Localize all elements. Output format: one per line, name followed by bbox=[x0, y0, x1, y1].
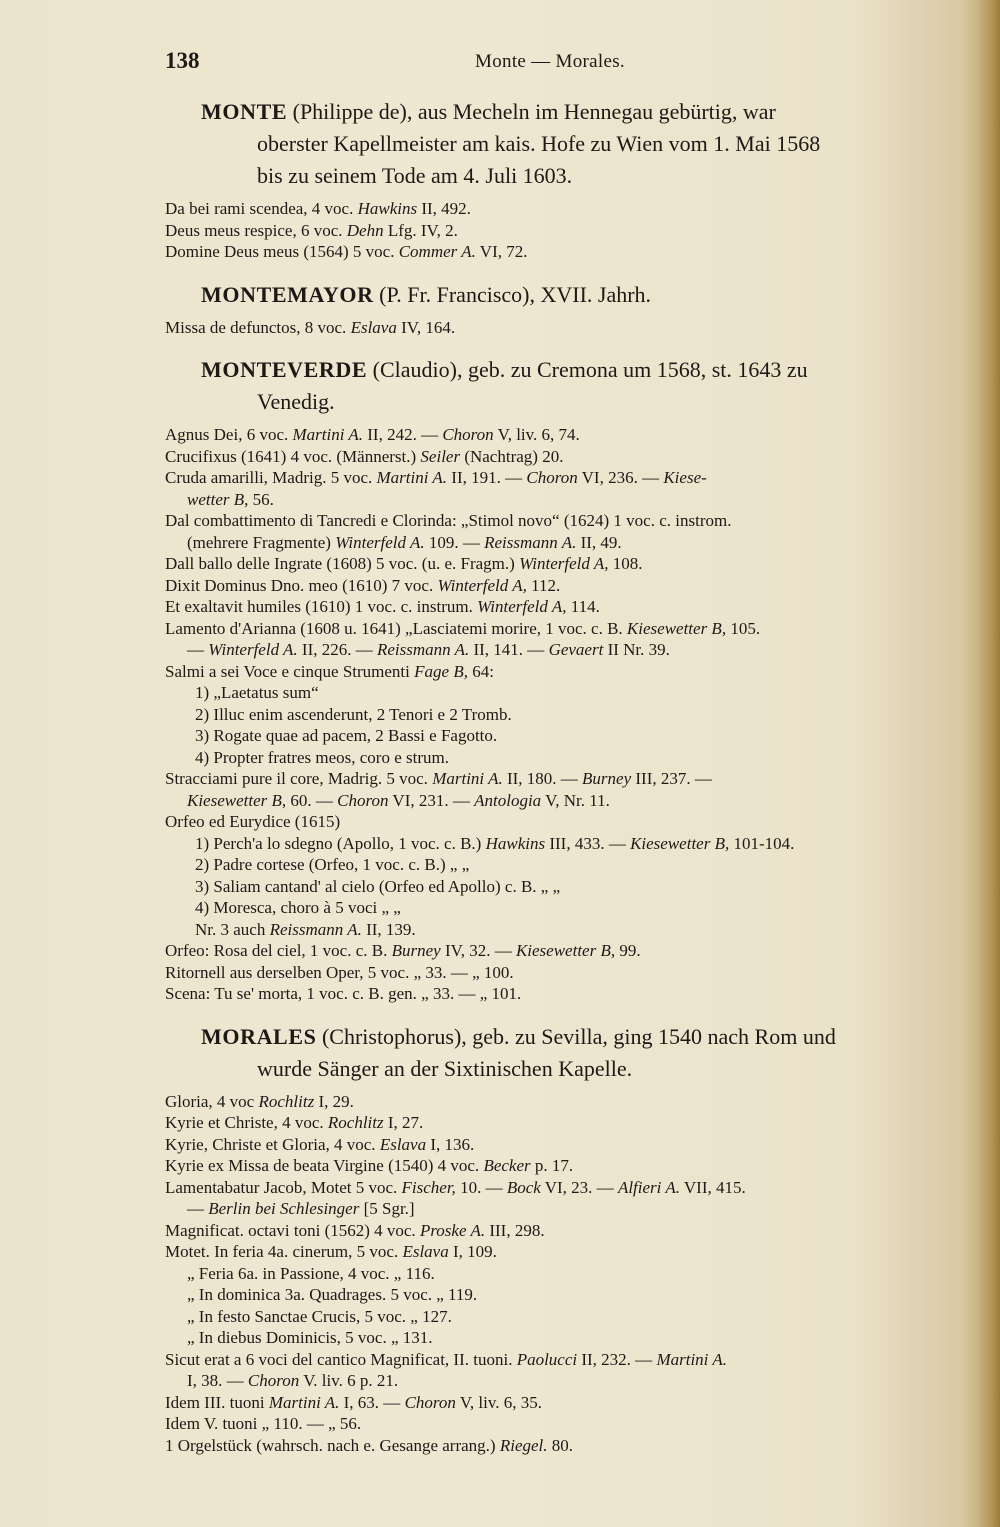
work-entry: Lamentabatur Jacob, Motet 5 voc. Fischer, 10. — Bock VI, 23. — Alfieri A. VII, 415. bbox=[165, 1177, 746, 1197]
work-entry: 1 Orgelstück (wahrsch. nach e. Gesange arrang.) Riegel. 80. bbox=[165, 1435, 574, 1455]
work-entry: Orfeo: Rosa del ciel, 1 voc. c. B. Burney IV, 32. — Kiesewetter B, 99. bbox=[165, 941, 641, 960]
entry-montemayor bbox=[165, 279, 935, 339]
work-entry: Kyrie, Christe et Gloria, 4 voc. Eslava I, 136. bbox=[165, 1134, 475, 1154]
work-entry: Domine Deus meus (1564) 5 voc. Commer A. VI, 72. bbox=[165, 242, 528, 261]
work-entry: Ritornell aus derselben Oper, 5 voc. „ 33. — „ 100. bbox=[165, 962, 514, 982]
composer-name: MORALES bbox=[201, 1023, 317, 1049]
work-entry: 4) Propter fratres meos, coro e strum. bbox=[195, 747, 449, 767]
work-entry: Agnus Dei, 6 voc. Martini A. II, 242. — Choron V, liv. 6, 74. bbox=[165, 425, 580, 444]
running-title: Monte — Morales. bbox=[475, 51, 625, 72]
work-entry: „ In dominica 3a. Quadrages. 5 voc. „ 119. bbox=[187, 1285, 478, 1304]
page-number: 138 bbox=[165, 48, 200, 73]
work-entry: Dal combattimento di Tancredi e Clorinda: „Stimol novo“ (1624) 1 voc. c. instrom. bbox=[165, 511, 732, 530]
work-entry: (mehrere Fragmente) Winterfeld A. 109. — Reissmann A. II, 49. bbox=[187, 532, 622, 552]
work-entry: Idem V. tuoni „ 110. — „ 56. bbox=[165, 1414, 362, 1433]
composer-name: MONTE bbox=[201, 99, 288, 124]
heading-text: (Claudio), geb. zu Cremona um 1568, st. 1643 zu bbox=[367, 357, 808, 382]
heading-continuation: bis zu seinem Tode am 4. Juli 1603. bbox=[257, 163, 573, 188]
work-entry: Kyrie ex Missa de beata Virgine (1540) 4 voc. Becker p. 17. bbox=[165, 1156, 574, 1175]
composer-name: MONTEVERDE bbox=[201, 357, 368, 382]
work-entry: Nr. 3 auch Reissmann A. II, 139. bbox=[195, 919, 416, 939]
heading-text: (Christophorus), geb. zu Sevilla, ging 1540 nach Rom und bbox=[316, 1023, 836, 1049]
work-entry: „ Feria 6a. in Passione, 4 voc. „ 116. bbox=[187, 1263, 435, 1283]
heading-text: (Philippe de), aus Mecheln im Hennegau gebürtig, war bbox=[287, 99, 776, 124]
work-entry: Stracciami pure il core, Madrig. 5 voc. Martini A. II, 180. — Burney III, 237. — bbox=[165, 769, 712, 788]
work-entry: Magnificat. octavi toni (1562) 4 voc. Proske A. III, 298. bbox=[165, 1220, 545, 1240]
entry-heading bbox=[165, 354, 935, 418]
work-entry: I, 38. — Choron V. liv. 6 p. 21. bbox=[187, 1371, 399, 1390]
work-entry: — Winterfeld A. II, 226. — Reissmann A. II, 141. — Gevaert II Nr. 39. bbox=[187, 640, 670, 659]
page-header bbox=[165, 48, 935, 82]
work-entry: Salmi a sei Voce e cinque Strumenti Fage B, 64: bbox=[165, 661, 494, 681]
entry-heading bbox=[165, 279, 935, 311]
work-entry: Deus meus respice, 6 voc. Dehn Lfg. IV, 2. bbox=[165, 220, 458, 240]
work-entry: 2) Padre cortese (Orfeo, 1 voc. c. B.) „ „ bbox=[195, 855, 470, 874]
work-entry: Gloria, 4 voc Rochlitz I, 29. bbox=[165, 1091, 354, 1111]
work-entry: Orfeo ed Eurydice (1615) bbox=[165, 812, 341, 831]
work-entry: Kyrie et Christe, 4 voc. Rochlitz I, 27. bbox=[165, 1113, 424, 1132]
work-entry: Missa de defunctos, 8 voc. Eslava IV, 164. bbox=[165, 317, 456, 337]
work-entry: Kiesewetter B, 60. — Choron VI, 231. — Antologia V, Nr. 11. bbox=[187, 790, 610, 810]
heading-continuation: Venedig. bbox=[257, 389, 335, 414]
work-entry: „ In diebus Dominicis, 5 voc. „ 131. bbox=[187, 1328, 433, 1347]
work-entry: Lamento d'Arianna (1608 u. 1641) „Lasciatemi morire, 1 voc. c. B. Kiesewetter B, 105. bbox=[165, 618, 761, 638]
heading-continuation: oberster Kapellmeister am kais. Hofe zu Wien vom 1. Mai 1568 bbox=[257, 131, 821, 156]
work-entry: Dall ballo delle Ingrate (1608) 5 voc. (u. e. Fragm.) Winterfeld A, 108. bbox=[165, 554, 643, 573]
work-entry: Dixit Dominus Dno. meo (1610) 7 voc. Winterfeld A, 112. bbox=[165, 575, 561, 595]
work-entry: Scena: Tu se' morta, 1 voc. c. B. gen. „ 33. — „ 101. bbox=[165, 984, 522, 1003]
work-entry: 3) Rogate quae ad pacem, 2 Bassi e Fagotto. bbox=[195, 726, 498, 745]
work-entry: 4) Moresca, choro à 5 voci „ „ bbox=[195, 898, 401, 917]
work-entry: Motet. In feria 4a. cinerum, 5 voc. Eslava I, 109. bbox=[165, 1242, 497, 1261]
work-entry: Et exaltavit humiles (1610) 1 voc. c. instrum. Winterfeld A, 114. bbox=[165, 597, 600, 616]
heading-continuation: wurde Sänger an der Sixtinischen Kapelle. bbox=[257, 1055, 633, 1081]
entry-heading bbox=[165, 96, 935, 192]
work-entry: „ In festo Sanctae Crucis, 5 voc. „ 127. bbox=[187, 1306, 452, 1326]
entry-monte bbox=[165, 96, 935, 263]
work-entry: 2) Illuc enim ascenderunt, 2 Tenori e 2 Tromb. bbox=[195, 704, 512, 724]
work-entry: wetter B, 56. bbox=[187, 489, 274, 509]
entry-heading bbox=[165, 1021, 935, 1085]
composer-name: MONTEMAYOR bbox=[201, 281, 374, 307]
work-entry: Crucifixus (1641) 4 voc. (Männerst.) Seiler (Nachtrag) 20. bbox=[165, 446, 564, 466]
work-entry: — Berlin bei Schlesinger [5 Sgr.] bbox=[187, 1199, 415, 1218]
lexicon-entries bbox=[165, 90, 935, 1460]
heading-text: (P. Fr. Francisco), XVII. Jahrh. bbox=[373, 281, 652, 307]
work-entry: 3) Saliam cantand' al cielo (Orfeo ed Apollo) c. B. „ „ bbox=[195, 876, 561, 896]
page-edge-shadow bbox=[978, 0, 1000, 1527]
work-entry: Idem III. tuoni Martini A. I, 63. — Choron V, liv. 6, 35. bbox=[165, 1392, 543, 1412]
entry-morales bbox=[165, 1021, 935, 1457]
work-entry: Da bei rami scendea, 4 voc. Hawkins II, 492. bbox=[165, 199, 471, 218]
work-entry: 1) Perch'a lo sdegno (Apollo, 1 voc. c. B.) Hawkins III, 433. — Kiesewetter B, 101-104. bbox=[195, 833, 795, 853]
work-entry: 1) „Laetatus sum“ bbox=[195, 683, 319, 702]
work-entry: Sicut erat a 6 voci del cantico Magnificat, II. tuoni. Paolucci II, 232. — Martini A. bbox=[165, 1349, 727, 1369]
entry-monteverde bbox=[165, 354, 935, 1005]
work-entry: Cruda amarilli, Madrig. 5 voc. Martini A. II, 191. — Choron VI, 236. — Kiese- bbox=[165, 468, 707, 487]
